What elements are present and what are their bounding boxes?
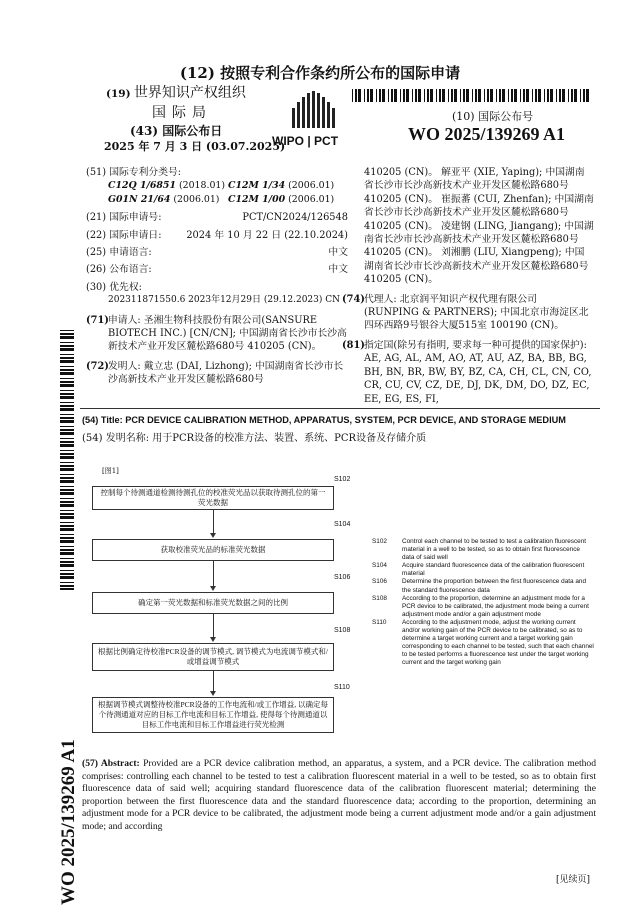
pubdate-label: (43) 国际公布日 — [130, 124, 223, 138]
flow-step-box: 获取校准荧光品的标准荧光数据 — [92, 539, 334, 561]
ipc-grid — [86, 179, 348, 206]
side-publication-number: WO 2025/139269 A1 — [58, 739, 79, 905]
org-number: (19) — [106, 88, 131, 100]
ipc-code: C12Q 1/6851 (2018.01) — [108, 180, 226, 192]
title-en: (54) Title: PCR DEVICE CALIBRATION METHOD, APPARATUS, SYSTEM, PCR DEVICE, AND STORAGE MEDIUM — [82, 415, 566, 425]
flow-arrow — [213, 671, 214, 692]
org-bureau: 国际局 — [152, 105, 212, 121]
f26-label: (26) 公布语言: — [86, 264, 152, 276]
f25-label: (25) 申请语言: — [86, 247, 152, 259]
flow-step-id: S108 — [334, 627, 351, 634]
f72-num: (72) — [86, 360, 109, 372]
f81-num: (81) — [342, 339, 365, 351]
flow-arrow — [213, 510, 214, 534]
left-bibliographic — [86, 166, 348, 387]
f25-value: 中文 — [328, 247, 348, 259]
publication-number: WO 2025/139269 A1 — [408, 124, 566, 144]
flow-step-id: S110 — [334, 684, 350, 691]
flow-step-id: S106 — [334, 574, 351, 581]
flow-step-box: 根据调节模式调整待校准PCR设备的工作电流和/或工作增益, 以确定每个待测通道对应的目标工作电流和目标工作增益, 使得每个待测通道以目标工作电流和目标工作增益进行荧光检测 — [92, 697, 334, 733]
legend-row: S102 Control each channel to be tested to test a calibration fluorescent material in a well to be tested, so as to obtain first fluorescence data of said well — [372, 538, 587, 562]
f22-value: 2024 年 10 月 22 日 (22.10.2024) — [186, 229, 348, 241]
f74-num: (74) — [342, 293, 365, 305]
pubdate: 2025 年 7 月 3 日 (03.07.2025) — [104, 140, 286, 153]
wipo-logo — [290, 88, 338, 130]
abstract-text: Provided are a PCR device calibration method, an apparatus, a system, and a PCR device. The calibration method comprises: controlling each channel to be tested to test a calibration fluorescent material in a well to be tested, so as to obtain first fluorescence data of said well; acquiring standard fluorescence data of the calibration fluorescent material; determining the proportion between the first fluorescence data and the standard fluorescence data; according to the proportion, determining an adjustment mode for a PCR device to be calibrated, the adjustment mode being a current adjustment mode and/or a gain adjustment mode; and according — [82, 758, 597, 832]
f72-text: 发明人: 戴立忠 (DAI, Lizhong); 中国湖南省长沙市长沙高新技术产业开发区麓松路680号 — [108, 360, 344, 386]
continue-marker: [见续页] — [556, 875, 591, 885]
ipc-code: G01N 21/64 (2006.01) — [108, 193, 220, 205]
side-barcode — [60, 330, 74, 590]
legend-row: S110 According to the adjustment mode, adjust the working current and/or working gain of the PCR device to be calibrated, so as to determine a target working current and a target working gain corresponding to each channel to be tested, such that each channel to be tested performs a fluorescence test under the target working current and the target working gain — [372, 618, 594, 667]
flow-step-box: 根据比例确定待校准PCR设备的调节模式, 调节模式为电流调节模式和/或增益调节模式 — [92, 643, 334, 671]
inventors-continued: 410205 (CN)。 解亚平 (XIE, Yaping); 中国湖南省长沙市长沙高新技术产业开发区麓松路680号 410205 (CN)。 崔振蕃 (CUI, Zhenfan); 中国湖南省长沙市长沙高新技术产业开发区麓松路680号 410205 (CN)。 凌建钢 (LING, Jiangang); 中国湖南省长沙市长沙高新技术产业开发区麓松路680号 410205 (CN)。 刘湘鹏 (LIU, Xiangpeng); 中国湖南省长沙市长沙高新技术产业开发区麓松路680号 410205 (CN)。 — [364, 167, 594, 286]
f22-label: (22) 国际申请日: — [86, 229, 162, 241]
flow-arrow — [213, 561, 214, 587]
pubno-label: (10) 国际公布号 — [452, 110, 534, 123]
legend-row: S108 According to the proportion, determine an adjustment mode for a PCR device to be calibrated, the adjustment mode being a current adjustment mode and/or a gain adjustment mode — [372, 594, 589, 618]
flow-arrow — [213, 614, 214, 638]
figure-legend — [372, 538, 594, 668]
f81-text: 指定国(除另有指明, 要求每一种可提供的国家保护): AE, AG, AL, AM, AO, AT, AU, AZ, BA, BB, BG, BH, BN, BR, BW, BY, BZ, CA, CH, CL, CN, CO, CR, CU, CV, CZ, DE, DJ, DK, DM, DO, DZ, EC, EE, EG, ES, FI, — [364, 339, 592, 405]
flow-step-box: 确定第一荧光数据和标准荧光数据之间的比例 — [92, 592, 334, 614]
legend-row: S106 Determine the proportion between the first fluorescence data and the standard fluorescence data — [372, 578, 587, 594]
title-zh: (54) 发明名称: 用于PCR设备的校准方法、装置、系统、PCR设备及存储介质 — [82, 433, 427, 444]
f71-num: (71) — [86, 314, 109, 326]
flow-step-box: 控制每个待测通道检测待测孔位的校准荧光品以获取待测孔位的第一荧光数据 — [92, 486, 334, 510]
org-name: 世界知识产权组织 — [133, 85, 246, 101]
f21-label: (21) 国际申请号: — [86, 212, 162, 224]
separator-top — [80, 408, 600, 409]
figure-label: [图1] — [102, 467, 119, 475]
wipo-org — [106, 86, 246, 101]
flow-step-id: S102 — [334, 476, 351, 483]
f21-value: PCT/CN2024/126548 — [242, 212, 348, 224]
ipc-label: (51) 国际专利分类号: — [86, 167, 182, 178]
top-barcode — [352, 88, 589, 102]
legend-row: S104 Acquire standard fluorescence data of the calibration fluorescent material — [372, 562, 585, 578]
abstract — [82, 758, 596, 834]
wipo-pct-text: WIPO | PCT — [272, 134, 339, 148]
f74-text: 代理人: 北京润平知识产权代理有限公司 (RUNPING & PARTNERS); 中国北京市海淀区北四环西路9号银谷大厦515室 100190 (CN)。 — [364, 293, 589, 332]
document-title: (12) 按照专利合作条约所公布的国际申请 — [179, 64, 461, 82]
f71-text: 申请人: 圣湘生物科技股份有限公司(SANSURE BIOTECH INC.) [CN/CN]; 中国湖南省长沙市长沙高新技术产业开发区麓松路680号 410205 (CN)。 — [108, 314, 347, 353]
f30-value: 202311871550.6 2023年12月29日 (29.12.2023) CN — [108, 295, 341, 306]
abstract-label: (57) Abstract: — [82, 758, 140, 769]
f30-label: (30) 优先权: — [86, 281, 142, 293]
right-bibliographic — [342, 166, 594, 406]
ipc-code: C12M 1/34 (2006.01) — [228, 180, 335, 192]
f26-value: 中文 — [328, 264, 348, 276]
ipc-code: C12M 1/00 (2006.01) — [228, 193, 335, 205]
flow-step-id: S104 — [334, 521, 351, 528]
